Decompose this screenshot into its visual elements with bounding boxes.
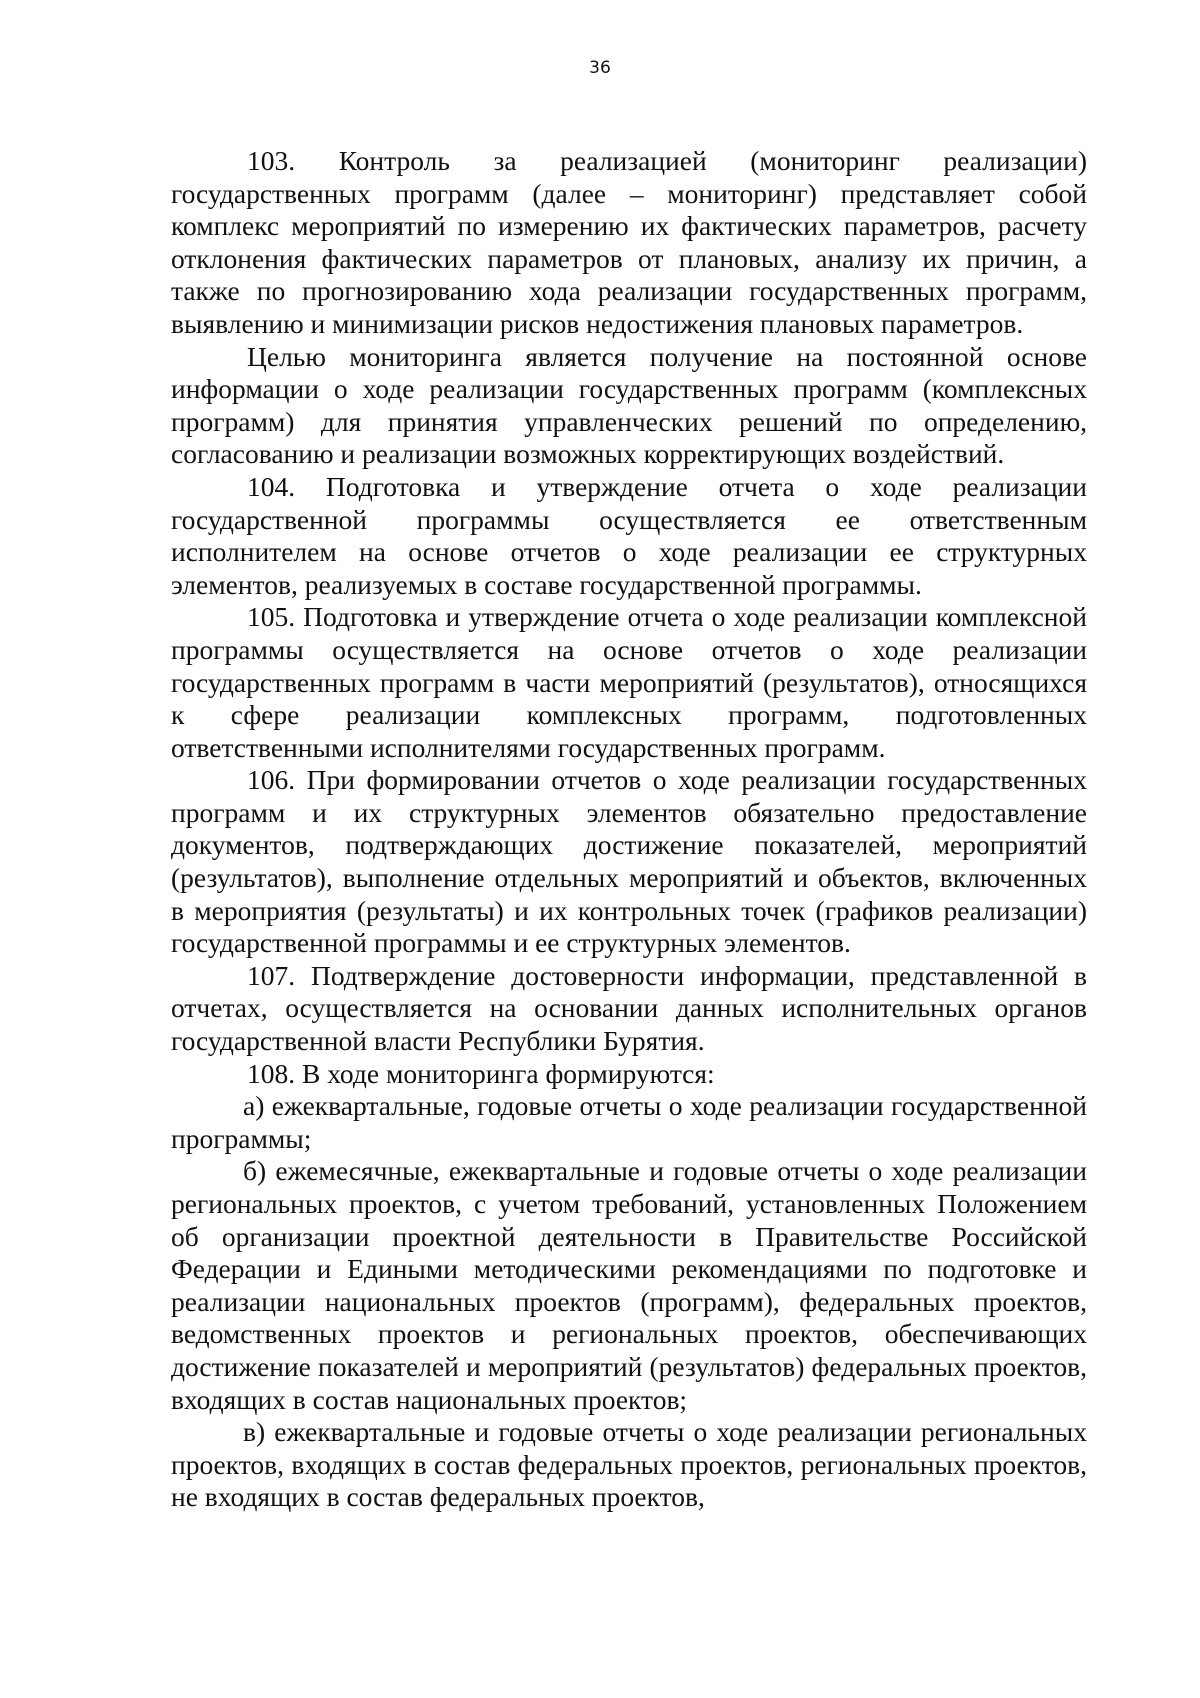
document-body xyxy=(171,145,1087,1514)
paragraph-104: 104. Подготовка и утверждение отчета о ходе реализации государственной программы осуществляется ее ответственным исполнителем на основе отчетов о ходе реализации ее структурных элементов, реализуемых в составе государственной программы. xyxy=(171,470,1087,600)
paragraph-106: 106. При формировании отчетов о ходе реализации государственных программ и их структурных элементов обязательно предоставление документов, подтверждающих достижение показателей, мероприятий (результатов), выполнение отдельных мероприятий и объектов, включенных в мероприятия (результаты) и их контрольных точек (графиков реализации) государственной программы и ее структурных элементов. xyxy=(171,764,1087,959)
list-item-v: в) ежеквартальные и годовые отчеты о ходе реализации региональных проектов, входящих в состав федеральных проектов, региональных проектов, не входящих в состав федеральных проектов, xyxy=(171,1416,1087,1513)
list-item-a: а) ежеквартальные, годовые отчеты о ходе реализации государственной программы; xyxy=(171,1090,1087,1154)
page-number: 36 xyxy=(589,58,611,78)
paragraph-108: 108. В ходе мониторинга формируются: xyxy=(247,1057,715,1089)
paragraph-105: 105. Подготовка и утверждение отчета о ходе реализации комплексной программы осуществляется на основе отчетов о ходе реализации государственных программ в части мероприятий (результатов), относящихся к сфере реализации комплексных программ, подготовленных ответственными исполнителями государственных программ. xyxy=(171,601,1087,763)
paragraph-monitoring-goal: Целью мониторинга является получение на постоянной основе информации о ходе реализации государственных программ (комплексных программ) для принятия управленческих решений по определению, согласованию и реализации возможных корректирующих воздействий. xyxy=(171,340,1087,470)
paragraph-107: 107. Подтверждение достоверности информации, представленной в отчетах, осуществляется на основании данных исполнительных органов государственной власти Республики Бурятия. xyxy=(171,959,1087,1057)
list-item-b: б) ежемесячные, ежеквартальные и годовые отчеты о ходе реализации региональных проектов, с учетом требований, установленных Положением об организации проектной деятельности в Правительстве Российской Федерации и Едиными методическими рекомендациями по подготовке и реализации национальных проектов (программ), федеральных проектов, ведомственных проектов и региональных проектов, обеспечивающих достижение показателей и мероприятий (результатов) федеральных проектов, входящих в состав национальных проектов; xyxy=(171,1155,1087,1415)
paragraph-103: 103. Контроль за реализацией (мониторинг реализации) государственных программ (далее – мониторинг) представляет собой комплекс мероприятий по измерению их фактических параметров, расчету отклонения фактических параметров от плановых, анализу их причин, а также по прогнозированию хода реализации государственных программ, выявлению и минимизации рисков недостижения плановых параметров. xyxy=(171,145,1087,339)
